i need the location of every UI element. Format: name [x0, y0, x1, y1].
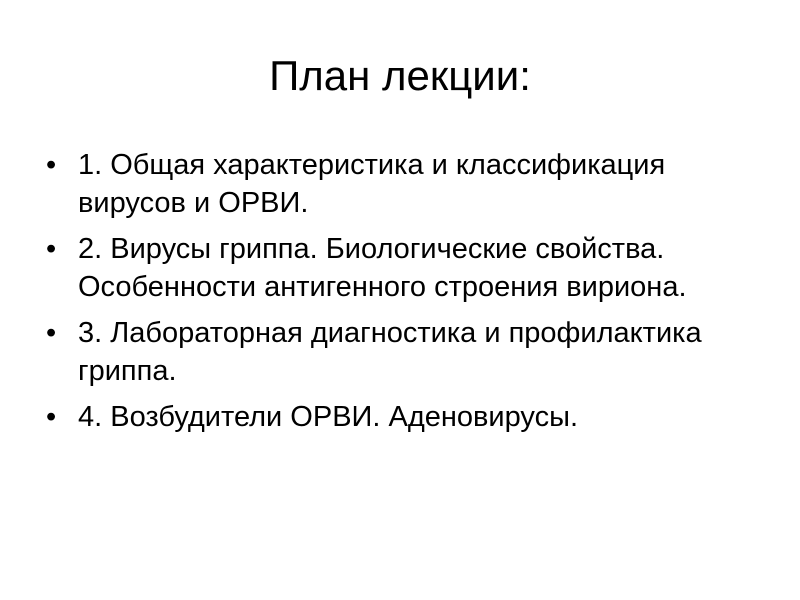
bullet-icon: • [46, 317, 57, 349]
bullet-list [40, 146, 770, 444]
bullet-icon: • [46, 149, 57, 181]
list-item-text: 4. Возбудители ОРВИ. Аденовирусы. [78, 401, 579, 433]
bullet-icon: • [46, 233, 57, 265]
list-item [40, 398, 770, 436]
list-item [40, 314, 770, 390]
list-item [40, 146, 770, 222]
list-item-text: 2. Вирусы гриппа. Биологические свойства. Особенности антигенного строения вириона. [78, 233, 687, 303]
bullet-icon: • [46, 401, 57, 433]
list-item-text: 1. Общая характеристика и классификация вирусов и ОРВИ. [78, 149, 666, 219]
list-item-text: 3. Лабораторная диагностика и профилактика гриппа. [78, 317, 702, 387]
list-item [40, 230, 770, 306]
slide-title: План лекции: [269, 52, 531, 99]
